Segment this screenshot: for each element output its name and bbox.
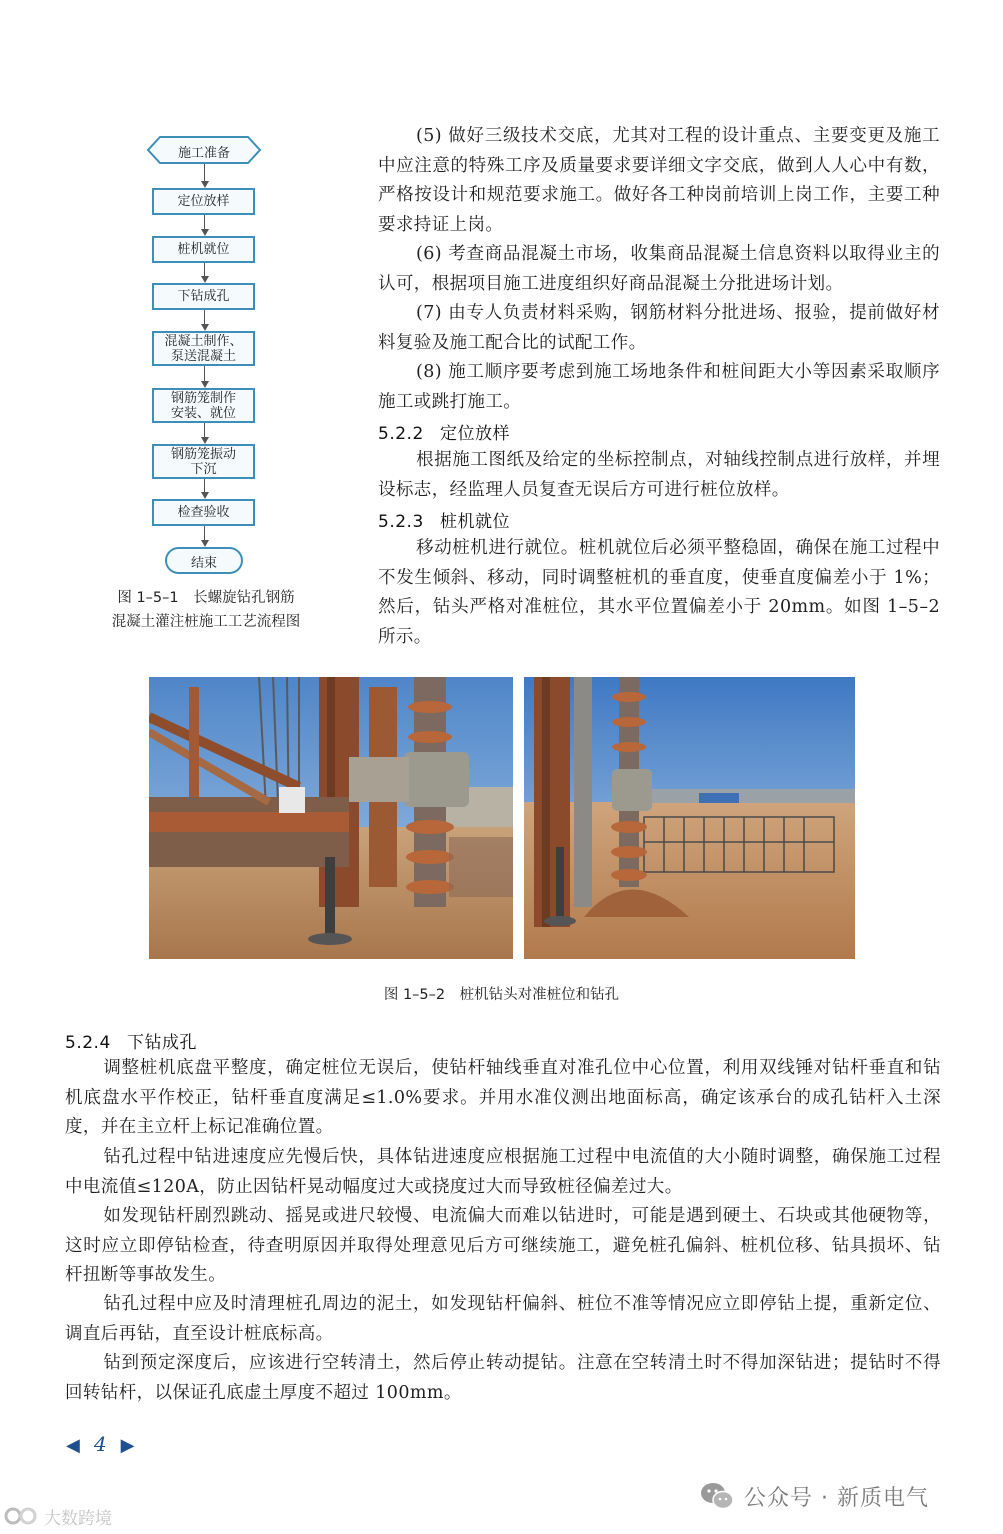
flow-arrow-icon	[201, 276, 209, 283]
flow-arrow-icon	[201, 540, 209, 547]
flow-end-node	[165, 547, 243, 574]
prev-page-icon[interactable]: ◀	[66, 1435, 80, 1456]
flow-step-label-line: 定位放样	[177, 194, 230, 209]
wechat-account-label: 公众号 · 新质电气	[744, 1485, 929, 1511]
flow-arrow-icon	[201, 324, 209, 331]
flow-step-label-line: 桩机就位	[177, 242, 230, 257]
flow-step-label-line: 钢筋笼振动	[170, 446, 236, 462]
flow-step-label-line: 检查验收	[177, 505, 230, 520]
paragraph-5-2-2: 根据施工图纸及给定的坐标控制点，对轴线控制点进行放样，并埋设标志，经监理人员复查无误后方可进行桩位放样。	[378, 450, 940, 500]
section224-paragraph-4: 钻孔过程中应及时清理桩孔周边的泥土，如发现钻杆偏斜、桩位不准等情况应立即停钻上提，重新定位、调直后再钻，直至设计桩底标高。	[65, 1294, 941, 1344]
logo-mark-icon	[4, 1506, 44, 1526]
next-page-icon[interactable]: ▶	[120, 1435, 135, 1456]
flow-step-label	[177, 242, 229, 257]
paragraph-5: (5) 做好三级技术交底，尤其对工程的设计重点、主要变更及施工中应注意的特殊工序及质量要求要详细文字交底，做到人人心中有数，严格按设计和规范要求施工。做好各工种岗前培训上岗工作，主要工种要求持证上岗。	[378, 126, 940, 235]
flow-step-node	[152, 388, 255, 423]
heading-5-2-2: 5.2.2 定位放样	[378, 424, 510, 444]
flow-step-label	[177, 194, 229, 209]
paragraph-6: (6) 考查商品混凝土市场，收集商品混凝土信息资料以取得业主的认可，根据项目施工进度组织好商品混凝土分批进场计划。	[378, 244, 940, 294]
flow-connector	[204, 423, 205, 438]
heading-5-2-3: 5.2.3 桩机就位	[378, 512, 510, 532]
corner-watermark	[4, 1502, 112, 1530]
section224-paragraph-2: 钻孔过程中钻进速度应先慢后快，具体钻进速度应根据施工过程中电流值的大小随时调整，确保施工过程中电流值≤120A，防止因钻杆晃动幅度过大或挠度过大而导致桩径偏差过大。	[65, 1147, 941, 1197]
flow-step-label	[171, 391, 236, 421]
page-number: 4	[93, 1432, 107, 1456]
flow-arrow-icon	[201, 181, 209, 188]
flow-arrow-icon	[201, 381, 209, 388]
page-navigation	[66, 1432, 134, 1458]
wechat-watermark	[700, 1480, 929, 1512]
flow-step-label-line: 下钻成孔	[177, 289, 230, 304]
photo-drilling-rig-right	[524, 677, 855, 959]
figure1-caption-line1: 图 1–5–1 长螺旋钻孔钢筋	[117, 590, 295, 606]
flow-connector	[204, 263, 205, 277]
flow-step-label-line: 下沉	[190, 461, 217, 477]
figure1-caption-line2: 混凝土灌注桩施工工艺流程图	[111, 614, 301, 630]
flow-step-node	[152, 236, 255, 263]
flow-step-label	[177, 505, 229, 520]
flow-arrow-icon	[201, 229, 209, 236]
figure2-caption: 图 1–5–2 桩机钻头对准桩位和钻孔	[383, 987, 620, 1003]
corner-watermark-label: 大数跨境	[44, 1508, 112, 1529]
photo-drilling-rig-left	[149, 677, 513, 959]
flow-step-label-line: 安装、就位	[170, 405, 236, 421]
flow-step-label	[171, 447, 236, 477]
paragraph-7: (7) 由专人负责材料采购，钢筋材料分批进场、报验，提前做好材料复验及施工配合比的试配工作。	[378, 303, 940, 353]
wechat-icon	[700, 1481, 734, 1511]
flow-start-node	[146, 136, 262, 164]
flow-step-node	[152, 444, 255, 479]
flow-step-label-line: 钢筋笼制作	[170, 390, 236, 406]
paragraph-8: (8) 施工顺序要考虑到施工场地条件和桩间距大小等因素采取顺序施工或跳打施工。	[378, 362, 940, 412]
section224-paragraph-1: 调整桩机底盘平整度，确定桩位无误后，使钻杆轴线垂直对准孔位中心位置，利用双线锤对钻杆垂直和钻机底盘水平作校正，钻杆垂直度满足≤1.0%要求。并用水准仪测出地面标高，确定该承台的成孔钻杆入土深度，并在主立杆上标记准确位置。	[65, 1058, 941, 1137]
flow-connector	[204, 164, 205, 182]
flow-connector	[204, 366, 205, 382]
flow-step-label	[164, 334, 242, 364]
section224-paragraph-3: 如发现钻杆剧烈跳动、摇晃或进尺较慢、电流偏大而难以钻进时，可能是遇到硬土、石块或其他硬物等，这时应立即停钻检查，待查明原因并取得处理意见后方可继续施工，避免桩孔偏斜、桩机位移、钻具损坏、钻杆扭断等事故发生。	[65, 1206, 941, 1285]
flow-step-node	[152, 331, 255, 366]
flow-step-label-line: 泵送混凝土	[170, 348, 236, 364]
flow-step-node	[152, 499, 255, 526]
flow-step-label-line: 混凝土制作、	[164, 333, 243, 349]
flow-end-label: 结束	[190, 556, 217, 571]
flow-connector	[204, 215, 205, 230]
figure1-caption	[86, 586, 326, 634]
flow-arrow-icon	[201, 492, 209, 499]
flow-connector	[204, 526, 205, 541]
paragraph-5-2-3: 移动桩机进行就位。桩机就位后必须平整稳固，确保在施工过程中不发生倾斜、移动，同时调整桩机的垂直度，使垂直度偏差小于 1%；然后，钻头严格对准桩位，其水平位置偏差小于 20mm。如图 1–5–2 所示。	[378, 538, 940, 647]
flow-connector	[204, 310, 205, 325]
flow-start-label: 施工准备	[177, 146, 230, 161]
section224-paragraph-5: 钻到预定深度后，应该进行空转清土，然后停止转动提钻。注意在空转清土时不得加深钻进；提钻时不得回转钻杆，以保证孔底虚土厚度不超过 100mm。	[65, 1353, 941, 1403]
heading-5-2-4: 5.2.4 下钻成孔	[65, 1033, 197, 1053]
flow-step-label	[177, 289, 229, 304]
flow-arrow-icon	[201, 437, 209, 444]
flow-step-node	[152, 283, 255, 310]
flow-step-node	[152, 188, 255, 215]
flow-connector	[204, 479, 205, 493]
